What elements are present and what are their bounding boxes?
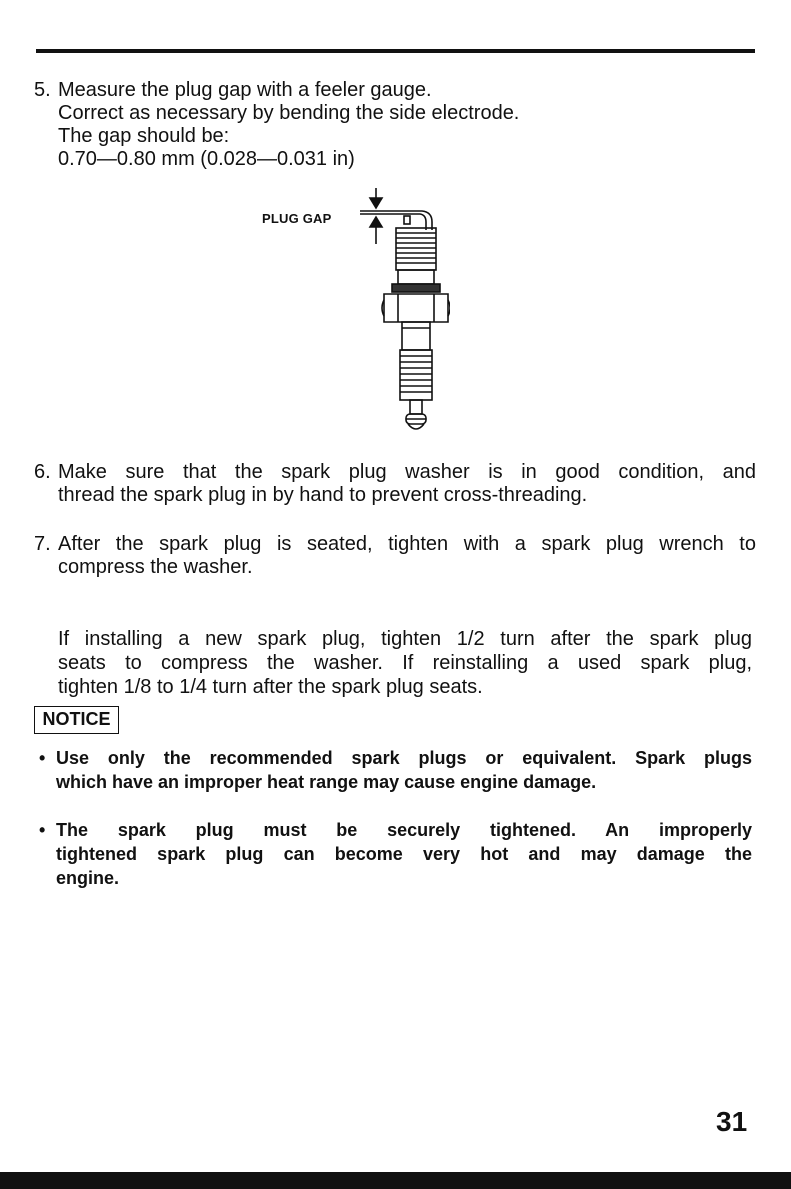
install-note [58,627,752,699]
step-number: 7. [34,533,51,555]
step-6-line: Make sure that the spark plug washer is in good condition, and [58,461,756,483]
install-note-line: If installing a new spark plug, tighten 1/2 turn after the spark plug [58,628,752,650]
step-7 [34,533,756,579]
notice-bullet-line: which have an improper heat range may cause engine damage. [56,772,597,792]
spark-plug-diagram-icon [340,182,450,438]
step-5-line: Measure the plug gap with a feeler gauge. [58,79,432,101]
step-5-line: The gap should be: [58,125,230,147]
notice-bullet [34,818,752,890]
step-7-line: compress the washer. [58,556,253,578]
plug-gap-label: PLUG GAP [262,211,332,226]
gap-specification: 0.70—0.80 mm (0.028—0.031 in) [58,148,355,170]
step-number: 6. [34,461,51,483]
step-6 [34,461,756,507]
step-5 [34,79,634,171]
install-note-line: tighten 1/8 to 1/4 turn after the spark plug seats. [58,676,483,698]
bottom-bar [0,1172,791,1189]
notice-bullet [34,746,752,794]
notice-bullet-line: engine. [56,868,120,888]
notice-label: NOTICE [34,706,119,734]
notice-bullet-line: tightened spark plug can become very hot and may damage the [56,844,752,864]
step-number: 5. [34,79,51,101]
step-6-line: thread the spark plug in by hand to prevent cross-threading. [58,484,588,506]
notice-bullet-line: The spark plug must be securely tightened. An improperly [56,820,752,840]
notice-bullet-line: Use only the recommended spark plugs or equivalent. Spark plugs [56,748,752,768]
step-7-line: After the spark plug is seated, tighten with a spark plug wrench to [58,533,756,555]
bullet-icon: • [39,820,46,840]
page-number: 31 [716,1106,748,1137]
step-5-line: Correct as necessary by bending the side electrode. [58,102,520,124]
top-rule [36,49,755,53]
bullet-icon: • [39,748,46,768]
install-note-line: seats to compress the washer. If reinstalling a used spark plug, [58,652,752,674]
